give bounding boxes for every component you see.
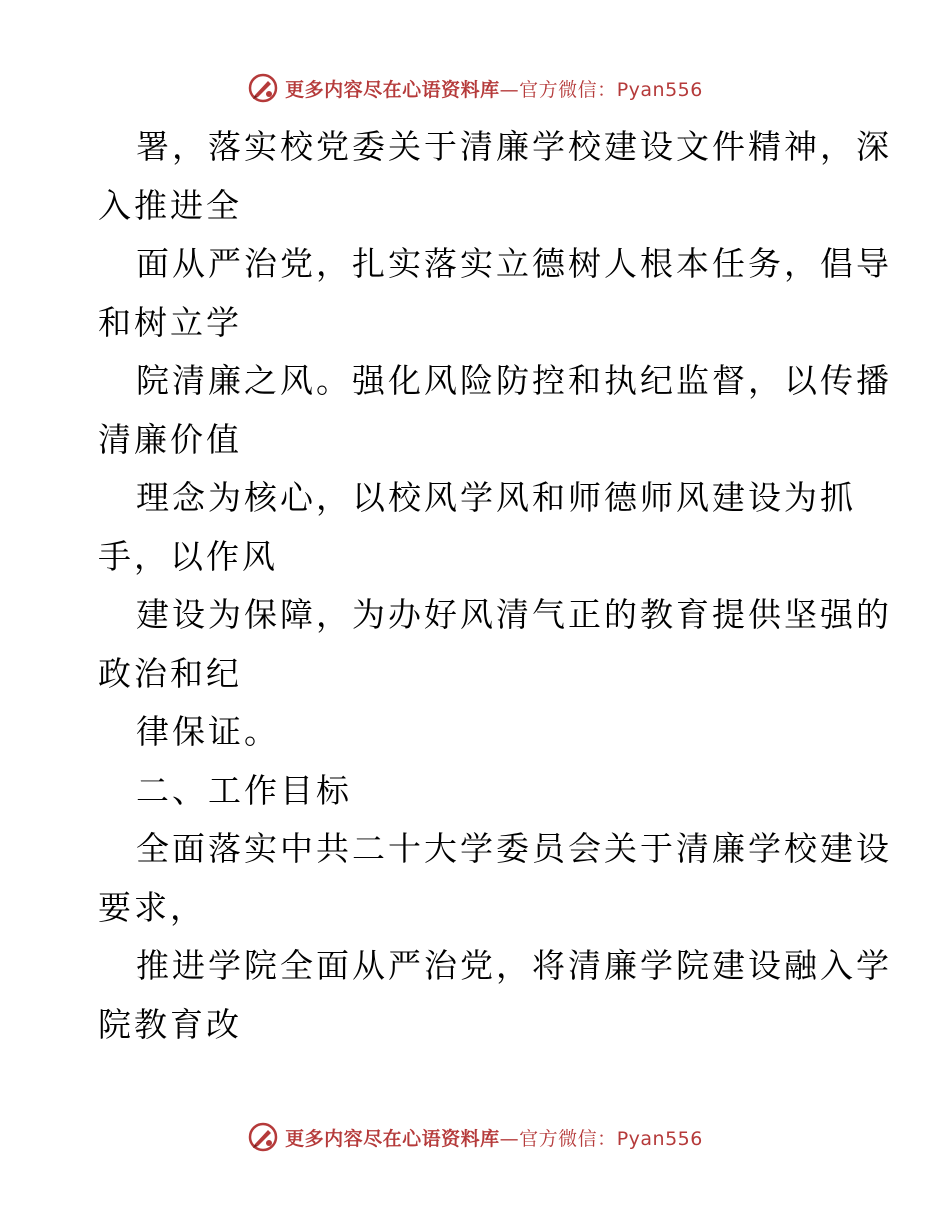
document-body: [98, 118, 892, 1054]
watermark-text: [285, 75, 703, 102]
text-line: 建设为保障，为办好风清气正的教育提供坚强的: [136, 595, 892, 634]
watermark-contact-label: 官方微信：: [519, 78, 617, 101]
text-line: 清廉价值: [98, 419, 242, 459]
text-line: 面从严治党，扎实落实立德树人根本任务，倡导: [136, 244, 892, 283]
watermark-contact-id: Pyan556: [616, 1127, 703, 1150]
watermark-brand: 更多内容尽在心语资料库: [285, 1127, 500, 1150]
text-line: 律保证。: [136, 712, 280, 751]
watermark-separator: —: [499, 78, 520, 101]
text-line: 和树立学: [98, 302, 242, 342]
text-line: 院教育改: [98, 1004, 242, 1044]
text-line: 二、工作目标: [136, 770, 352, 810]
text-line: 政治和纪: [98, 653, 242, 693]
watermark-text: [285, 1124, 703, 1151]
watermark-separator: —: [499, 1127, 520, 1150]
header-watermark: [0, 72, 950, 104]
text-line: 推进学院全面从严治党，将清廉学院建设融入学: [136, 946, 892, 985]
text-line: 全面落实中共二十大学委员会关于清廉学校建设: [136, 829, 892, 868]
text-line: 要求，: [98, 887, 206, 927]
watermark-brand: 更多内容尽在心语资料库: [285, 78, 500, 101]
text-line: 入推进全: [98, 185, 242, 225]
text-line: 手，以作风: [98, 536, 278, 576]
pen-logo-icon: [247, 72, 279, 104]
text-line: 院清廉之风。强化风险防控和执纪监督，以传播: [136, 361, 892, 400]
text-line: 理念为核心，以校风学风和师德师风建设为抓: [136, 478, 856, 517]
footer-watermark: [0, 1121, 950, 1153]
pen-logo-icon: [247, 1121, 279, 1153]
text-line: 署，落实校党委关于清廉学校建设文件精神，深: [136, 127, 892, 166]
watermark-contact-id: Pyan556: [616, 78, 703, 101]
watermark-contact-label: 官方微信：: [519, 1127, 617, 1150]
